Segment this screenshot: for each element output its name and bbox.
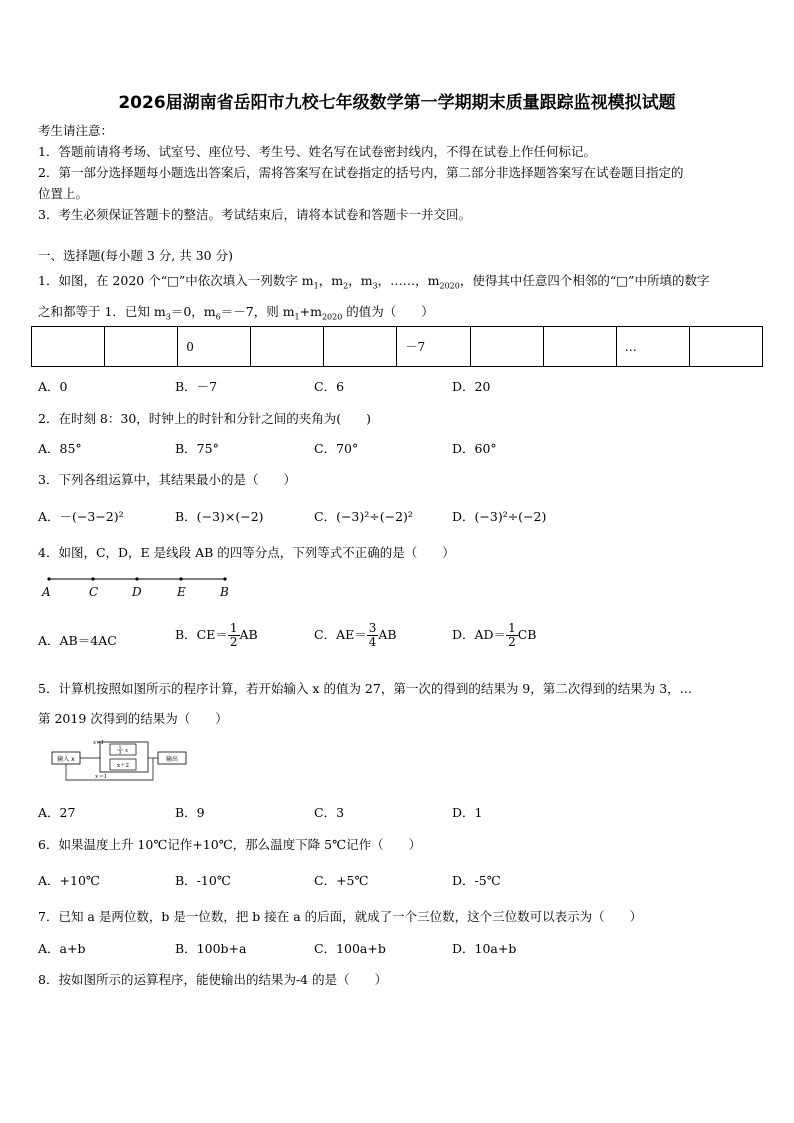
add-label: x＋2: [116, 763, 130, 769]
option-c: C．+5℃: [314, 873, 369, 888]
option-a: A．－(−3−2)²: [38, 509, 124, 524]
notice-item: 2．第一部分选择题每小题选出答案后，需将答案写在试卷指定的括号内，第二部分非选择题答案写在试卷题目指定的: [38, 165, 684, 180]
multiply-box: [110, 744, 136, 755]
option-d: D．60°: [452, 441, 497, 456]
number-box: [470, 327, 543, 367]
option-d: D．10a+b: [452, 941, 517, 956]
question-5-line-2: 第 2019 次得到的结果为（ ）: [38, 711, 228, 726]
option-b: B．100b+a: [175, 941, 247, 956]
point-b: [223, 577, 226, 580]
number-box: …: [616, 327, 689, 367]
question-3: 3．下列各组运算中，其结果最小的是（ ）: [38, 472, 296, 487]
number-box: [105, 327, 178, 367]
frac-denominator: 3: [118, 751, 122, 756]
option-a: A．0: [38, 379, 68, 394]
question-2: 2．在时刻 8：30，时钟上的时针和分针之间的夹角为( ): [38, 411, 372, 426]
question-1-line-1: 1．如图，在 2020 个“□”中依次填入一列数字 $m_1$，$m_2$，$m_3$，……，$m_{2020}$，使得其中任意四个相邻的“□”中所填的数字: [38, 273, 710, 291]
loop-back-line: [66, 758, 153, 780]
option-d: D．1: [452, 805, 483, 820]
option-d: D．20: [452, 379, 491, 394]
notice-item: 1．答题前请将考场、试室号、座位号、考生号、姓名写在试卷密封线内，不得在试卷上作任何标记。: [38, 144, 596, 159]
number-box: [543, 327, 616, 367]
option-b: B．－7: [175, 379, 218, 394]
option-d: D．AD＝ $\frac{1}{2}$ CB: [452, 621, 537, 649]
segment-ab-figure: [40, 572, 240, 600]
option-a: A．+10℃: [38, 873, 100, 888]
number-box: －7: [397, 327, 470, 367]
option-b: B．9: [175, 805, 205, 820]
input-label: 输入 x: [57, 756, 75, 763]
notice-heading: 考生请注意：: [38, 123, 114, 138]
option-c: C．70°: [314, 441, 359, 456]
output-label: 输出: [165, 756, 179, 763]
label-b: B: [220, 585, 229, 599]
option-a: A．85°: [38, 441, 82, 456]
number-box: [689, 327, 762, 367]
condition-equals-one: x＝1: [95, 774, 108, 780]
point-a: [47, 577, 50, 580]
page-title: 2026届湖南省岳阳市九校七年级数学第一学期期末质量跟踪监视模拟试题: [118, 93, 676, 113]
point-d: [135, 577, 138, 580]
notice-item: 位置上。: [38, 186, 89, 201]
option-b: B．(−3)×(−2): [175, 509, 264, 524]
option-a: A．AB＝4AC: [38, 633, 117, 648]
question-7: 7．已知 a 是两位数，b 是一位数，把 b 接在 a 的后面，就成了一个三位数，这个三位数可以表示为（ ）: [38, 909, 643, 924]
number-box: [251, 327, 324, 367]
question-4: 4．如图，C，D，E 是线段 AB 的四等分点，下列等式不正确的是（ ）: [38, 545, 455, 560]
point-c: [91, 577, 94, 580]
question-1-line-2: 之和都等于 1．已知 $m_3=0$，$m_6=-7$，则 $m_1+m_{2020}$ 的值为（ ）: [38, 304, 434, 322]
point-e: [179, 577, 182, 580]
program-flowchart: [50, 738, 190, 784]
label-e: E: [177, 585, 186, 599]
number-box: [32, 327, 105, 367]
option-c: C．100a+b: [314, 941, 386, 956]
question-5-line-1: 5．计算机按照如图所示的程序计算，若开始输入 x 的值为 27，第一次的得到的结果为 9，第二次得到的结果为 3，…: [38, 681, 693, 696]
frac-variable: x: [125, 748, 129, 754]
option-a: A．27: [38, 805, 76, 820]
label-c: C: [89, 585, 99, 599]
label-a: A: [42, 585, 51, 599]
option-b: B．-10℃: [175, 873, 231, 888]
notice-item: 3．考生必须保证答题卡的整洁。考试结束后，请将本试卷和答题卡一并交回。: [38, 207, 471, 222]
option-d: D．(−3)²÷(−2): [452, 509, 547, 524]
option-b: B．75°: [175, 441, 219, 456]
option-c: C．AE＝ $\frac{3}{4}$ AB: [314, 621, 397, 649]
option-b: B．CE＝ $\frac{1}{2}$ AB: [175, 621, 258, 649]
number-box: [324, 327, 397, 367]
option-c: C．(−3)²÷(−2)²: [314, 509, 413, 524]
number-box: 0: [178, 327, 251, 367]
number-box-row: [31, 326, 763, 367]
label-d: D: [132, 585, 142, 599]
frac-numerator: 1: [118, 746, 122, 751]
question-8: 8．按如图所示的运算程序，能使输出的结果为-4 的是（ ）: [38, 972, 388, 987]
option-c: C．3: [314, 805, 345, 820]
section-heading: 一、选择题(每小题 3 分, 共 30 分): [38, 248, 233, 263]
question-6: 6．如果温度上升 10℃记作+10℃，那么温度下降 5℃记作（ ）: [38, 837, 422, 852]
condition-not-one: x≠1: [93, 740, 105, 746]
option-a: A．a+b: [38, 941, 86, 956]
option-c: C．6: [314, 379, 345, 394]
option-d: D．-5℃: [452, 873, 501, 888]
